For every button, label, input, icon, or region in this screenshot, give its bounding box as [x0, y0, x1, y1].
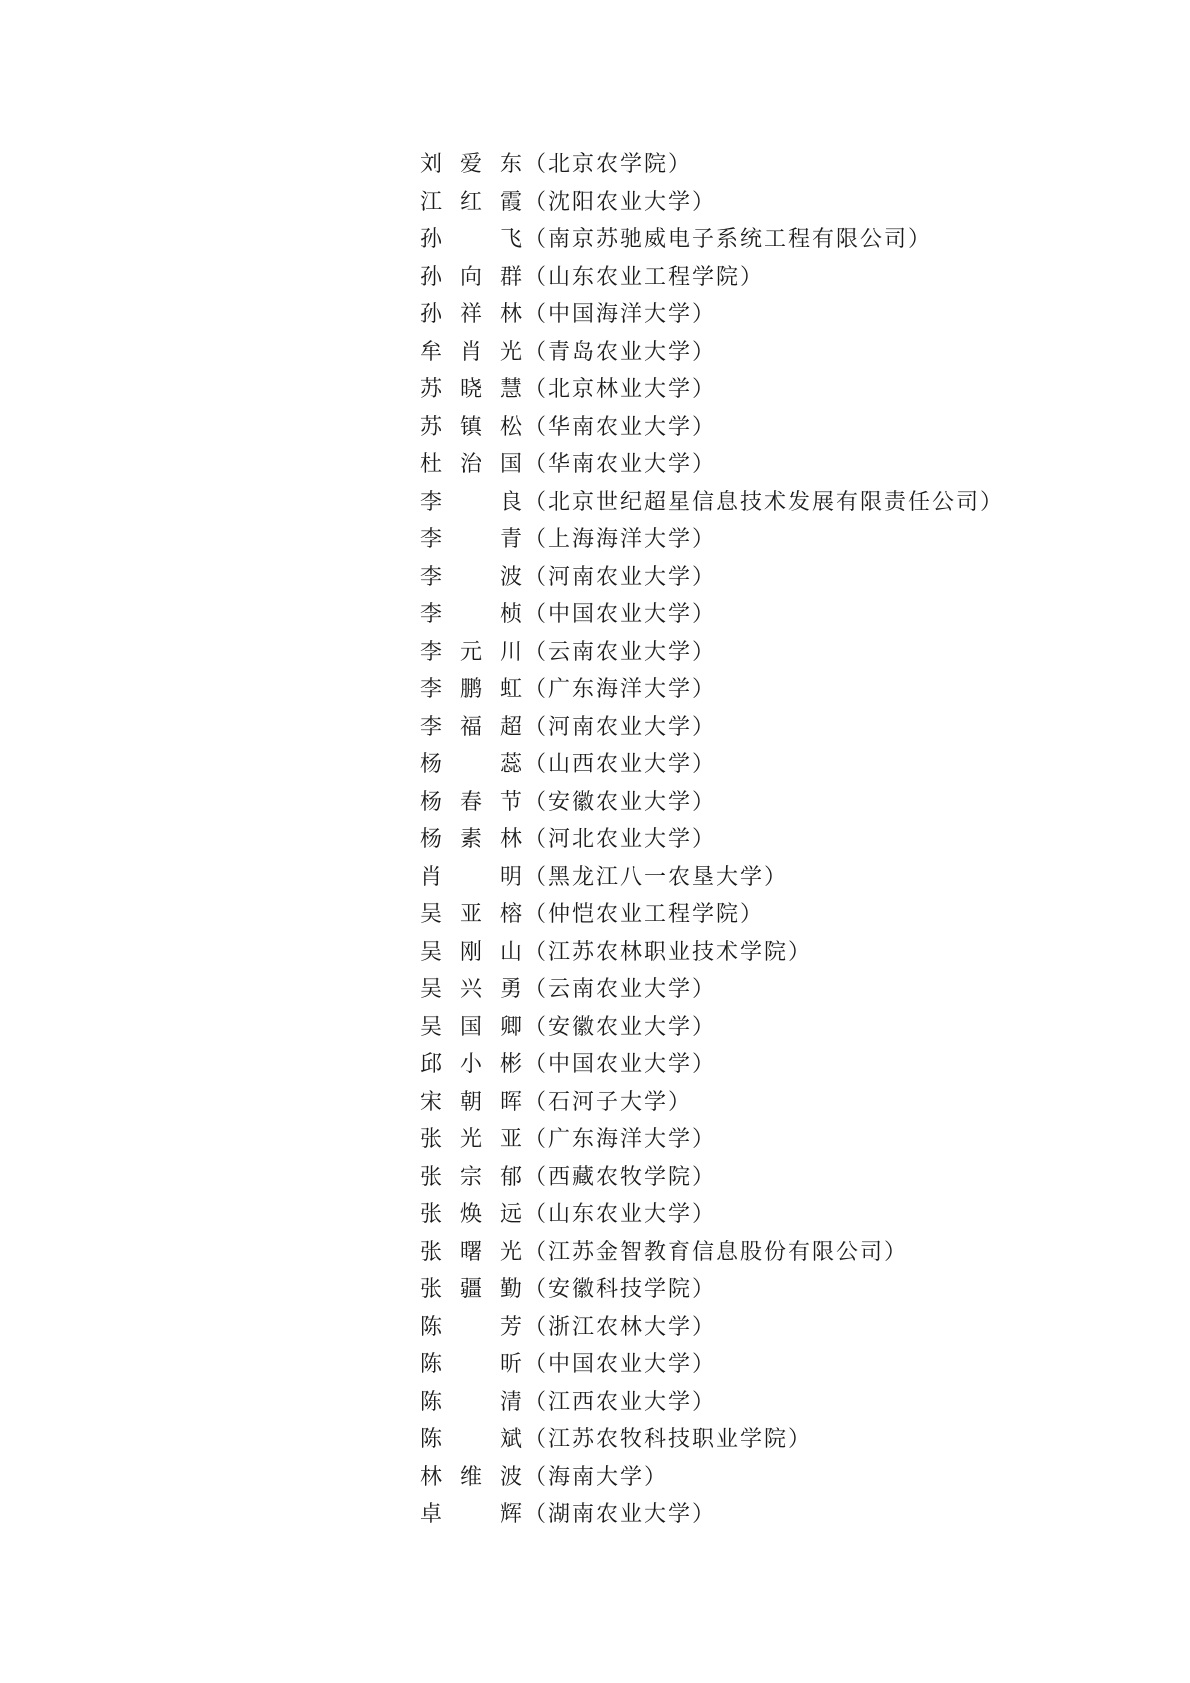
member-row [420, 1271, 1004, 1309]
member-name: 吴兴勇 [420, 977, 524, 1002]
member-name: 卓 辉 [420, 1502, 524, 1527]
member-row [420, 971, 1004, 1009]
member-organization: （华南农业大学） [524, 414, 717, 440]
member-row [420, 296, 1004, 334]
member-organization: （安徽科技学院） [524, 1277, 717, 1302]
member-organization: （江西农业大学） [524, 1389, 717, 1415]
member-name: 杨 蕊 [420, 752, 524, 777]
member-row [420, 1196, 1004, 1234]
member-row [420, 1384, 1004, 1422]
member-organization: （山东农业大学） [524, 1202, 717, 1227]
member-organization: （仲恺农业工程学院） [524, 902, 765, 927]
member-organization: （山西农业大学） [524, 752, 717, 777]
member-organization: （云南农业大学） [524, 639, 717, 665]
member-row [420, 859, 1004, 897]
member-row [420, 896, 1004, 934]
member-row [420, 146, 1004, 184]
member-row [420, 371, 1004, 409]
member-row [420, 634, 1004, 672]
member-row [420, 1084, 1004, 1122]
member-row [420, 1234, 1004, 1272]
member-name: 张曙光 [420, 1239, 524, 1265]
member-organization: （石河子大学） [524, 1089, 693, 1115]
member-row [420, 1459, 1004, 1497]
member-organization: （沈阳农业大学） [524, 189, 717, 215]
member-organization: （安徽农业大学） [524, 1014, 717, 1040]
member-organization: （海南大学） [524, 1464, 669, 1490]
member-row [420, 821, 1004, 859]
member-name: 张疆勤 [420, 1277, 524, 1302]
member-organization: （中国农业大学） [524, 1052, 717, 1077]
member-row [420, 934, 1004, 972]
member-row [420, 184, 1004, 222]
member-name: 林维波 [420, 1464, 524, 1490]
member-organization: （北京世纪超星信息技术发展有限责任公司） [524, 489, 1005, 515]
member-name: 苏镇松 [420, 414, 524, 440]
member-row [420, 709, 1004, 747]
member-organization: （湖南农业大学） [524, 1502, 717, 1527]
member-organization: （江苏农牧科技职业学院） [524, 1427, 813, 1452]
member-name: 张宗郁 [420, 1164, 524, 1190]
member-organization: （中国农业大学） [524, 602, 717, 627]
member-row [420, 1121, 1004, 1159]
member-name: 邱小彬 [420, 1052, 524, 1077]
member-name: 吴亚榕 [420, 902, 524, 927]
member-name: 江红霞 [420, 189, 524, 215]
member-name: 陈 清 [420, 1389, 524, 1415]
member-name: 吴国卿 [420, 1014, 524, 1040]
member-row [420, 409, 1004, 447]
member-name: 肖 明 [420, 864, 524, 890]
member-organization: （北京林业大学） [524, 377, 717, 402]
member-row [420, 784, 1004, 822]
member-name: 刘爱东 [420, 152, 524, 177]
member-organization: （中国海洋大学） [524, 302, 717, 327]
member-row [420, 1159, 1004, 1197]
member-organization: （浙江农林大学） [524, 1314, 717, 1340]
member-row [420, 259, 1004, 297]
member-organization: （河北农业大学） [524, 827, 717, 852]
member-organization: （西藏农牧学院） [524, 1164, 717, 1190]
member-row [420, 1009, 1004, 1047]
member-organization: （广东海洋大学） [524, 677, 717, 702]
member-organization: （南京苏驰威电子系统工程有限公司） [524, 227, 933, 252]
member-name: 牟肖光 [420, 339, 524, 365]
member-list [420, 146, 1004, 1534]
member-name: 吴刚山 [420, 939, 524, 965]
member-name: 孙祥林 [420, 302, 524, 327]
member-organization: （广东海洋大学） [524, 1127, 717, 1152]
member-name: 孙 飞 [420, 227, 524, 252]
member-name: 杨素林 [420, 827, 524, 852]
member-organization: （中国农业大学） [524, 1352, 717, 1377]
member-name: 苏晓慧 [420, 377, 524, 402]
member-organization: （云南农业大学） [524, 977, 717, 1002]
member-row [420, 1421, 1004, 1459]
member-name: 杜治国 [420, 452, 524, 477]
member-row [420, 671, 1004, 709]
member-name: 张焕远 [420, 1202, 524, 1227]
member-organization: （江苏农林职业技术学院） [524, 939, 813, 965]
member-organization: （河南农业大学） [524, 714, 717, 740]
member-organization: （上海海洋大学） [524, 527, 717, 552]
member-name: 杨春节 [420, 789, 524, 815]
member-organization: （青岛农业大学） [524, 339, 717, 365]
member-name: 李 桢 [420, 602, 524, 627]
member-row [420, 1346, 1004, 1384]
member-row [420, 559, 1004, 597]
member-row [420, 1496, 1004, 1534]
member-organization: （安徽农业大学） [524, 789, 717, 815]
member-name: 李福超 [420, 714, 524, 740]
member-row [420, 1309, 1004, 1347]
member-row [420, 746, 1004, 784]
member-row [420, 1046, 1004, 1084]
member-organization: （北京农学院） [524, 152, 693, 177]
member-organization: （华南农业大学） [524, 452, 717, 477]
member-name: 李 青 [420, 527, 524, 552]
member-name: 李鹏虹 [420, 677, 524, 702]
member-row [420, 596, 1004, 634]
member-name: 张光亚 [420, 1127, 524, 1152]
member-name: 陈 斌 [420, 1427, 524, 1452]
member-row [420, 221, 1004, 259]
member-name: 李元川 [420, 639, 524, 665]
member-organization: （河南农业大学） [524, 564, 717, 590]
member-organization: （江苏金智教育信息股份有限公司） [524, 1239, 909, 1265]
member-name: 陈 芳 [420, 1314, 524, 1340]
member-row [420, 484, 1004, 522]
member-name: 李 波 [420, 564, 524, 590]
member-row [420, 334, 1004, 372]
member-row [420, 446, 1004, 484]
member-name: 陈 昕 [420, 1352, 524, 1377]
member-name: 李 良 [420, 489, 524, 515]
member-row [420, 521, 1004, 559]
member-name: 孙向群 [420, 264, 524, 290]
member-name: 宋朝晖 [420, 1089, 524, 1115]
member-organization: （山东农业工程学院） [524, 264, 765, 290]
member-organization: （黑龙江八一农垦大学） [524, 864, 789, 890]
